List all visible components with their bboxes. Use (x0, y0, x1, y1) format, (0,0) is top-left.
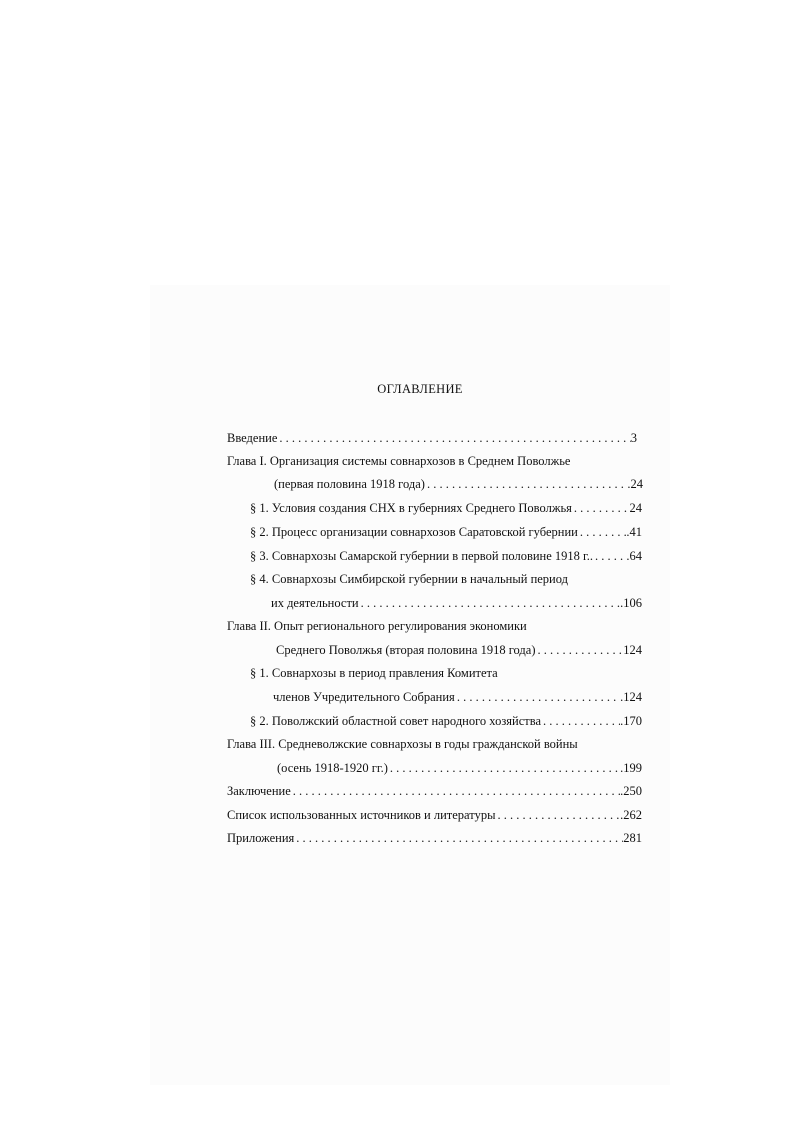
dot-leader (537, 642, 623, 658)
entry-page: 281 (623, 831, 642, 845)
toc-section-1-4-title[interactable]: § 4. Совнархозы Симбирской губернии в начальный период (250, 572, 568, 586)
entry-page: .262 (620, 808, 642, 822)
toc-chapter-3-subtitle[interactable] (277, 760, 642, 776)
entry-page: .170 (620, 714, 642, 728)
dot-leader (595, 548, 626, 564)
toc-chapter-3-title[interactable]: Глава III. Средневолжские совнархозы в годы гражданской войны (227, 737, 578, 751)
toc-chapter-2-title[interactable]: Глава II. Опыт регионального регулирования экономики (227, 619, 527, 633)
toc-section-1-1[interactable] (250, 500, 642, 516)
entry-page: .64 (626, 549, 642, 563)
entry-label: Введение (227, 431, 278, 445)
dot-leader (457, 689, 620, 705)
toc-entry-appendix[interactable] (227, 830, 642, 846)
dot-leader (574, 500, 630, 516)
toc-section-2-2[interactable] (250, 713, 642, 729)
entry-page: .41 (626, 525, 642, 539)
entry-page: 3 (630, 431, 637, 445)
entry-label: (первая половина 1918 года) (274, 477, 425, 491)
entry-label: § 1. Условия создания СНХ в губерниях Среднего Поволжья (250, 501, 572, 515)
entry-label: § 2. Поволжский областной совет народного хозяйства (250, 714, 542, 728)
entry-page: .199 (620, 761, 642, 775)
entry-label: членов Учредительного Собрания (273, 690, 455, 704)
entry-page: .106 (620, 596, 642, 610)
dot-leader (580, 524, 627, 540)
toc-section-2-1-title[interactable]: § 1. Совнархозы в период правления Комитета (250, 666, 498, 680)
toc-chapter-1-subtitle[interactable] (274, 476, 643, 492)
entry-label: Среднего Поволжья (вторая половина 1918 года) (276, 643, 536, 657)
toc-chapter-2-subtitle[interactable] (276, 642, 642, 658)
toc-entry-sources[interactable] (227, 807, 642, 823)
entry-page: .24 (627, 477, 643, 491)
toc-chapter-1-title[interactable]: Глава I. Организация системы совнархозов в Среднем Поволжье (227, 454, 571, 468)
dot-leader (296, 830, 623, 846)
entry-label: Заключение (227, 784, 291, 798)
entry-label: § 3. Совнархозы Самарской губернии в первой половине 1918 г.. (250, 549, 593, 563)
toc-section-1-2[interactable] (250, 524, 642, 540)
dot-leader (427, 476, 627, 492)
entry-page: .250 (620, 784, 642, 798)
toc-section-1-4-continued[interactable] (271, 595, 642, 611)
dot-leader (543, 713, 620, 729)
entry-label: Приложения (227, 831, 295, 845)
toc-section-2-1-continued[interactable] (273, 689, 642, 705)
dot-leader (293, 783, 620, 799)
toc-entry-introduction[interactable] (227, 430, 637, 446)
entry-label: § 2. Процесс организации совнархозов Саратовской губернии (250, 525, 578, 539)
entry-page: .124 (620, 690, 642, 704)
entry-label: Список использованных источников и литературы (227, 808, 496, 822)
entry-label: (осень 1918-1920 гг.) (277, 761, 388, 775)
toc-title: ОГЛАВЛЕНИЕ (377, 382, 463, 396)
entry-page: 24 (629, 501, 642, 515)
entry-page: 124 (623, 643, 642, 657)
dot-leader (279, 430, 630, 446)
dot-leader (497, 807, 620, 823)
dot-leader (390, 760, 620, 776)
toc-entry-conclusion[interactable] (227, 783, 642, 799)
entry-label: их деятельности (271, 596, 359, 610)
toc-section-1-3[interactable] (250, 548, 642, 564)
dot-leader (361, 595, 621, 611)
